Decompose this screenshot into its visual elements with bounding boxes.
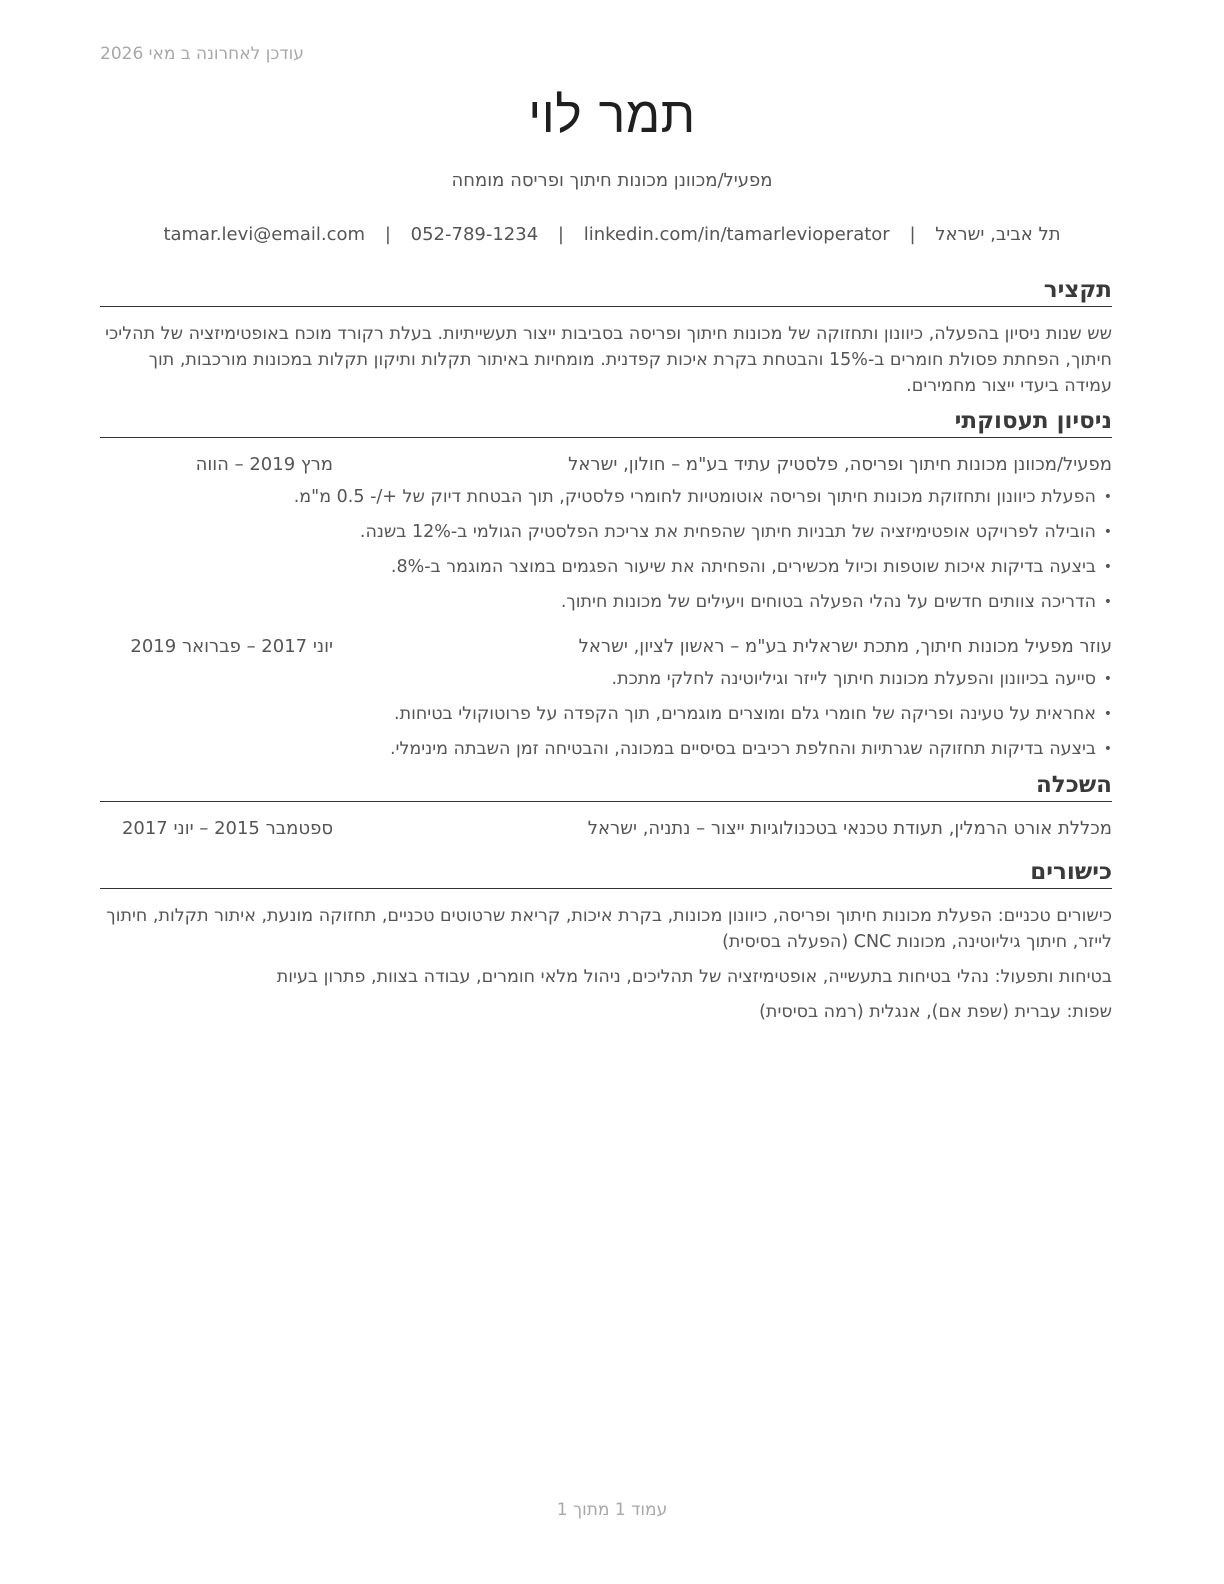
summary-text: שש שנות ניסיון בהפעלה, כיוונון ותחזוקה של מכונות חיתוך ופריסה בסביבות ייצור תעשייתיות. בעלת רקורד מוכח באופטימיזציה של תהליכי חיתוך, הפחתת פסולת חומרים ב-15% והבטחת בקרת איכות קפדנית. מומחיות באיתור תקלות ותיקון תקלות במכונות מורכבות, תוך עמידה ביעדי ייצור מחמירים.	[105, 324, 1112, 396]
job-bullets	[100, 666, 1112, 762]
contact-separator: |	[384, 224, 391, 245]
job-bullets	[100, 484, 1112, 615]
contact-location: תל אביב, ישראל	[935, 224, 1061, 245]
contact-line	[0, 224, 1224, 245]
job-bullet: • ביצעה בדיקות תחזוקה שגרתיות והחלפת רכיבים בסיסיים במכונה, והבטיחה זמן השבתה מינימלי.	[100, 736, 1112, 762]
job-dates: מרץ 2019 – הווה	[195, 454, 333, 475]
skills-line: כישורים טכניים: הפעלת מכונות חיתוך ופריסה, כיוונון מכונות, בקרת איכות, קריאת שרטוטים טכניים, תחזוקה מונעת, איתור תקלות, חיתוך לייזר, חיתוך גיליוטינה, מכונות CNC (הפעלה בסיסית)	[106, 906, 1112, 952]
skills-list	[100, 903, 1112, 1025]
education-item: מכללת אורט הרמלין, תעודת טכנאי בטכנולוגיות ייצור – נתניה, ישראל	[587, 818, 1112, 839]
contact-email[interactable]: tamar.levi@email.com	[163, 224, 366, 245]
contact-separator: |	[909, 224, 916, 245]
summary-section	[100, 276, 1112, 399]
skills-section	[100, 858, 1112, 1025]
job-bullet: • הפעלת כיוונון ותחזוקת מכונות חיתוך ופריסה אוטומטיות לחומרי פלסטיק, תוך הבטחת דיוק של +/- 0.5 מ"מ.	[100, 484, 1112, 510]
job-entry	[100, 452, 1112, 615]
education-entry	[100, 816, 1112, 842]
job-bullet: • הובילה לפרויקט אופטימיזציה של תבניות חיתוך שהפחית את צריכת הפלסטיק הגולמי ב-12% בשנה.	[100, 519, 1112, 545]
page-number: עמוד 1 מתוך 1	[556, 1500, 668, 1520]
last-updated-note: עודכן לאחרונה ב מאי 2026	[100, 44, 304, 64]
contact-separator: |	[557, 224, 564, 245]
job-title: עוזר מפעיל מכונות חיתוך, מתכת ישראלית בע"מ – ראשון לציון, ישראל	[578, 636, 1112, 657]
contact-linkedin[interactable]: linkedin.com/in/tamarlevioperator	[583, 224, 890, 245]
candidate-role: מפעיל/מכוונן מכונות חיתוך ופריסה מומחה	[451, 170, 773, 191]
job-header	[100, 452, 1112, 478]
education-title: השכלה	[100, 771, 1112, 802]
skills-line: בטיחות ותפעול: נהלי בטיחות בתעשייה, אופטימיזציה של תהליכים, ניהול מלאי חומרים, עבודה בצוות, פתרון בעיות	[276, 967, 1112, 987]
job-entry	[100, 634, 1112, 762]
summary-title: תקציר	[100, 276, 1112, 307]
experience-section	[100, 407, 1112, 762]
contact-phone[interactable]: 052-789-1234	[410, 224, 539, 245]
skills-line: שפות: עברית (שפת אם), אנגלית (רמה בסיסית)	[759, 1002, 1112, 1022]
candidate-name: תמר לוי	[528, 86, 696, 144]
job-bullet: • אחראית על טעינה ופריקה של חומרי גלם ומוצרים מוגמרים, תוך הקפדה על פרוטוקולי בטיחות.	[100, 701, 1112, 727]
education-section	[100, 771, 1112, 842]
education-dates: ספטמבר 2015 – יוני 2017	[121, 818, 333, 839]
job-dates: יוני 2017 – פברואר 2019	[130, 636, 333, 657]
job-title: מפעיל/מכוונן מכונות חיתוך ופריסה, פלסטיק עתיד בע"מ – חולון, ישראל	[568, 454, 1112, 475]
job-header	[100, 634, 1112, 660]
experience-title: ניסיון תעסוקתי	[100, 407, 1112, 438]
skills-title: כישורים	[100, 858, 1112, 889]
job-bullet: • ביצעה בדיקות איכות שוטפות וכיול מכשירים, והפחיתה את שיעור הפגמים במוצר המוגמר ב-8%.	[100, 554, 1112, 580]
job-bullet: • סייעה בכיוונון והפעלת מכונות חיתוך לייזר וגיליוטינה לחלקי מתכת.	[100, 666, 1112, 692]
job-bullet: • הדריכה צוותים חדשים על נהלי הפעלה בטוחים ויעילים של מכונות חיתוך.	[100, 589, 1112, 615]
resume-content	[100, 276, 1112, 1025]
